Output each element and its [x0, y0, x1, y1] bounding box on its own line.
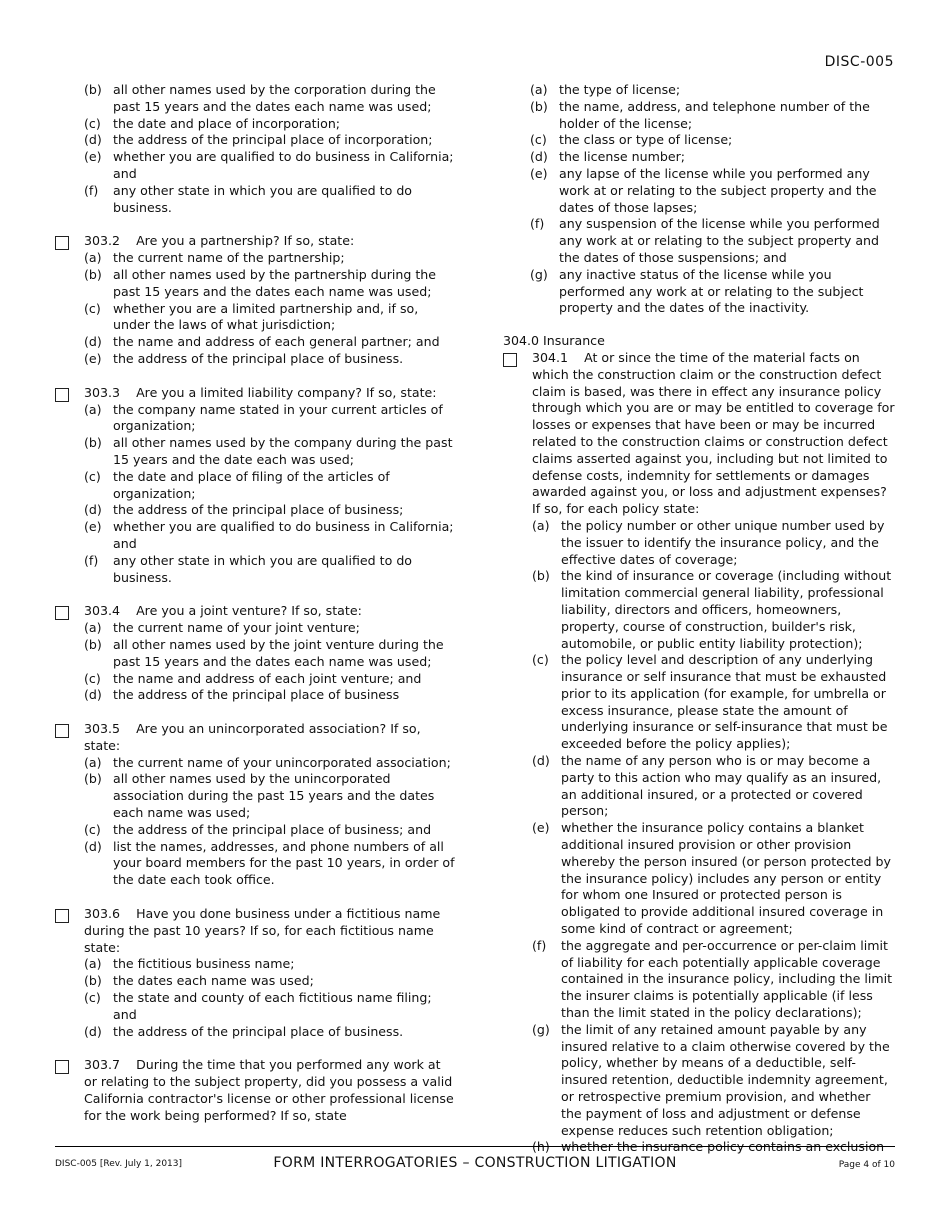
item-label: (b) [84, 266, 102, 282]
item-text: the fictitious business name; [113, 956, 295, 972]
item-label: (g) [530, 266, 548, 282]
item-text: all other names used by the unincorporated association during the past 15 years and the dates each name was used; [113, 771, 435, 821]
question-text [84, 906, 455, 956]
question-text [84, 603, 455, 620]
corporation-items [55, 82, 455, 216]
question-303-5 [55, 721, 455, 889]
item-label: (b) [530, 98, 548, 114]
list-item [532, 652, 895, 753]
spacer [55, 586, 455, 603]
item-label: (g) [532, 1021, 550, 1037]
item-text: the class or type of license; [559, 132, 733, 148]
list-item [503, 99, 895, 133]
item-text: the address of the principal place of business; and [113, 821, 432, 837]
question-number: 303.7 [84, 1057, 121, 1073]
footer-rule [55, 1146, 895, 1147]
item-text: the policy number or other unique number used by the issuer to identify the insurance policy, and the effective dates of coverage; [561, 517, 885, 567]
item-text: the address of the principal place of business; [113, 502, 404, 518]
item-label: (f) [532, 937, 547, 953]
question-303-6 [55, 906, 455, 1040]
checkbox-303-4[interactable] [55, 606, 69, 620]
item-text: all other names used by the joint venture during the past 15 years and the dates each name was used; [113, 636, 444, 669]
question-text [84, 1057, 455, 1124]
item-label: (d) [532, 753, 550, 769]
question-text [84, 385, 455, 402]
form-code: DISC-005 [824, 54, 894, 70]
list-item [503, 267, 895, 317]
item-label: (c) [84, 821, 101, 837]
checkbox-303-5[interactable] [55, 724, 69, 738]
list-item [532, 518, 895, 568]
list-item [55, 132, 455, 149]
list-item [84, 435, 455, 469]
item-label: (a) [532, 517, 550, 533]
list-item [84, 822, 455, 839]
item-label: (e) [84, 350, 102, 366]
list-item [532, 1022, 895, 1140]
list-item [84, 839, 455, 889]
list-item [84, 553, 455, 587]
item-text: the address of the principal place of business. [113, 350, 404, 366]
item-text: whether the insurance policy contains an exclusion [561, 1139, 885, 1155]
question-body: Are you a joint venture? If so, state: [136, 603, 362, 619]
item-label: (f) [84, 552, 99, 568]
question-number: 303.3 [84, 384, 121, 400]
item-label: (a) [530, 82, 548, 97]
question-number: 303.4 [84, 603, 121, 619]
item-text: the current name of your unincorporated association; [113, 754, 451, 770]
spacer [55, 1040, 455, 1057]
list-item [84, 973, 455, 990]
item-label: (d) [84, 687, 102, 703]
spacer [55, 889, 455, 906]
item-text: the aggregate and per-occurrence or per-claim limit of liability for each potentially applicable coverage contained in the insurance policy, including the limit the insurer claims is potentially applicable (if less than the limit stated in the policy declarations); [561, 937, 893, 1021]
item-label: (e) [530, 165, 548, 181]
item-label: (f) [530, 216, 545, 232]
list-item [84, 402, 455, 436]
item-text: whether you are qualified to do business in California; and [113, 519, 454, 551]
question-text [84, 721, 455, 755]
question-body: At or since the time of the material facts on which the construction claim or the construction defect claim is based, was there in effect any insurance policy through which you are or may be entitled to coverage for losses or expenses that have been or may be incurred related to the construction claims or construction defect claims asserted against you, including but not limited to defense costs, indemnity for settlements or damages awarded against you, or loss and adjustment expenses? If so, for each policy state: [532, 349, 895, 517]
item-text: the name of any person who is or may become a party to this action who may qualify as an insured, an additional insured, or a protected or covered person; [561, 753, 882, 819]
item-text: the date and place of filing of the articles of organization; [113, 468, 390, 501]
question-number: 303.6 [84, 906, 121, 922]
item-label: (a) [84, 250, 102, 266]
list-item [84, 334, 455, 351]
question-text [532, 350, 895, 518]
list-item [84, 755, 455, 772]
item-text: the limit of any retained amount payable by any insured relative to a claim otherwise covered by the policy, whether by means of a deductible, self-insured retention, deductible indemnity agreement, or retrospective premium provision, and whether the payment of loss and adjustment or defense expense reduces such retention obligation; [561, 1021, 890, 1138]
question-text [84, 233, 455, 250]
item-label: (c) [84, 990, 101, 1006]
item-text: the kind of insurance or coverage (including without limitation commercial general liability, professional liability, directors and officers, homeowners, property, course of construction, builder's risk, automobile, or public entity liability protection); [561, 568, 892, 651]
footer-page-number: Page 4 of 10 [838, 1160, 895, 1170]
item-label: (e) [84, 519, 102, 535]
item-text: any other state in which you are qualified to do business. [113, 182, 413, 215]
checkbox-303-3[interactable] [55, 388, 69, 402]
item-text: the company name stated in your current articles of organization; [113, 401, 443, 434]
item-text: the address of the principal place of business [113, 687, 400, 703]
footer-title: FORM INTERROGATORIES – CONSTRUCTION LITIGATION [273, 1155, 677, 1171]
checkbox-303-2[interactable] [55, 236, 69, 250]
item-label: (d) [84, 334, 102, 350]
question-body: Are you a partnership? If so, state: [136, 233, 355, 249]
item-text: the name and address of each general partner; and [113, 334, 440, 350]
left-column [55, 82, 455, 1125]
item-label: (d) [84, 132, 102, 148]
item-text: the name and address of each joint venture; and [113, 670, 422, 686]
question-303-3 [55, 385, 455, 587]
item-text: all other names used by the company during the past 15 years and the date each was used; [113, 435, 453, 467]
item-text: the date and place of incorporation; [113, 115, 341, 131]
list-item [55, 149, 455, 183]
spacer [55, 216, 455, 233]
item-text: any other state in which you are qualified to do business. [113, 552, 413, 585]
item-text: all other names used by the corporation during the past 15 years and the dates each name was used; [113, 82, 436, 114]
item-label: (c) [532, 652, 549, 668]
list-item [503, 82, 895, 99]
question-number: 304.1 [532, 349, 569, 365]
item-text: whether you are qualified to do business in California; and [113, 149, 454, 181]
list-item [84, 1024, 455, 1041]
list-item [84, 351, 455, 368]
item-text: the license number; [559, 149, 686, 165]
item-label: (e) [84, 149, 102, 165]
list-item [503, 216, 895, 266]
list-item [84, 687, 455, 704]
list-item [84, 250, 455, 267]
question-303-4 [55, 603, 455, 704]
item-label: (a) [84, 956, 102, 972]
question-body: During the time that you performed any work at or relating to the subject property, did you possess a valid California contractor's license or other professional license for the work being performed? If so, state [84, 1057, 454, 1123]
item-label: (b) [84, 636, 102, 652]
item-text: the current name of the partnership; [113, 250, 345, 266]
item-text: the dates each name was used; [113, 973, 314, 989]
question-303-2 [55, 233, 455, 367]
item-label: (c) [84, 115, 101, 131]
item-label: (a) [84, 401, 102, 417]
item-label: (a) [84, 754, 102, 770]
item-label: (b) [84, 435, 102, 451]
item-label: (d) [84, 838, 102, 854]
footer-revision: DISC-005 [Rev. July 1, 2013] [55, 1159, 183, 1169]
question-body: Are you a limited liability company? If so, state: [136, 384, 437, 400]
list-item [55, 82, 455, 116]
item-list [55, 82, 455, 216]
item-label: (c) [84, 670, 101, 686]
question-number: 303.2 [84, 233, 121, 249]
checkbox-303-7[interactable] [55, 1060, 69, 1074]
item-text: any lapse of the license while you performed any work at or relating to the subject property and the dates of those lapses; [559, 165, 877, 215]
item-text: list the names, addresses, and phone numbers of all your board members for the past 10 years, in order of the date each took office. [113, 838, 455, 888]
list-item [84, 301, 455, 335]
list-item [503, 149, 895, 166]
item-text: all other names used by the partnership during the past 15 years and the dates each name was used; [113, 266, 437, 299]
list-item [84, 771, 455, 821]
spacer [55, 368, 455, 385]
question-body: Have you done business under a fictitious name during the past 10 years? If so, for each fictitious name state: [84, 906, 441, 955]
item-label: (b) [84, 771, 102, 787]
item-label: (b) [532, 568, 550, 584]
left-sections [55, 216, 455, 1124]
item-label: (d) [84, 502, 102, 518]
list-item [503, 132, 895, 149]
right-column [503, 82, 895, 1156]
checkbox-303-6[interactable] [55, 909, 69, 923]
list-item [84, 620, 455, 637]
list-item [532, 753, 895, 820]
list-item [84, 671, 455, 688]
license-items [503, 82, 895, 317]
list-item [532, 1139, 895, 1156]
item-text: any suspension of the license while you performed any work at or relating to the subject property and the dates of those suspensions; and [559, 216, 880, 265]
item-text: the address of the principal place of business. [113, 1023, 404, 1039]
spacer [55, 704, 455, 721]
item-label: (f) [84, 182, 99, 198]
item-text: whether you are a limited partnership and, if so, under the laws of what jurisdiction; [113, 300, 419, 333]
list-item [532, 938, 895, 1022]
question-303-7 [55, 1057, 455, 1124]
item-text: the current name of your joint venture; [113, 620, 360, 636]
item-text: the type of license; [559, 82, 681, 97]
item-label: (c) [84, 300, 101, 316]
item-label: (c) [530, 132, 547, 148]
item-label: (h) [532, 1139, 550, 1155]
list-item [532, 820, 895, 938]
list-item [55, 116, 455, 133]
item-text: the policy level and description of any underlying insurance or self insurance that must be exhausted prior to its application (for example, for umbrella or excess insurance, please state the amount of underlying insurance or self-insurance that must be exceeded before the policy applies); [561, 652, 888, 752]
list-item [84, 469, 455, 503]
list-item [84, 502, 455, 519]
list-item [55, 183, 455, 217]
item-text: the address of the principal place of incorporation; [113, 132, 433, 148]
question-number: 303.5 [84, 721, 121, 737]
list-item [84, 956, 455, 973]
item-label: (b) [84, 82, 102, 97]
item-text: the state and county of each fictitious name filing; and [113, 990, 432, 1022]
item-label: (b) [84, 973, 102, 989]
item-label: (e) [532, 820, 550, 836]
list-item [503, 166, 895, 216]
item-label: (c) [84, 468, 101, 484]
item-text: the name, address, and telephone number of the holder of the license; [559, 98, 870, 131]
list-item [84, 519, 455, 553]
item-label: (d) [84, 1023, 102, 1039]
list-item [84, 990, 455, 1024]
item-label: (a) [84, 620, 102, 636]
question-304-1 [503, 350, 895, 1156]
item-text: whether the insurance policy contains a blanket additional insured provision or other provision whereby the person insured (or person protected by the insurance policy) includes any person or entity for whom one Insured or protected person is obligated to provide additional insured coverage in some kind of contract or agreement; [561, 820, 891, 937]
list-item [84, 637, 455, 671]
list-item [84, 267, 455, 301]
item-label: (d) [530, 149, 548, 165]
item-text: any inactive status of the license while you performed any work at or relating to the subject property and the dates of the inactivity. [559, 266, 864, 316]
checkbox-304-1[interactable] [503, 353, 517, 367]
insurance-items [532, 518, 895, 1156]
question-body: Are you an unincorporated association? If so, state: [84, 721, 421, 753]
list-item [532, 568, 895, 652]
insurance-heading: 304.0 Insurance [503, 333, 605, 349]
